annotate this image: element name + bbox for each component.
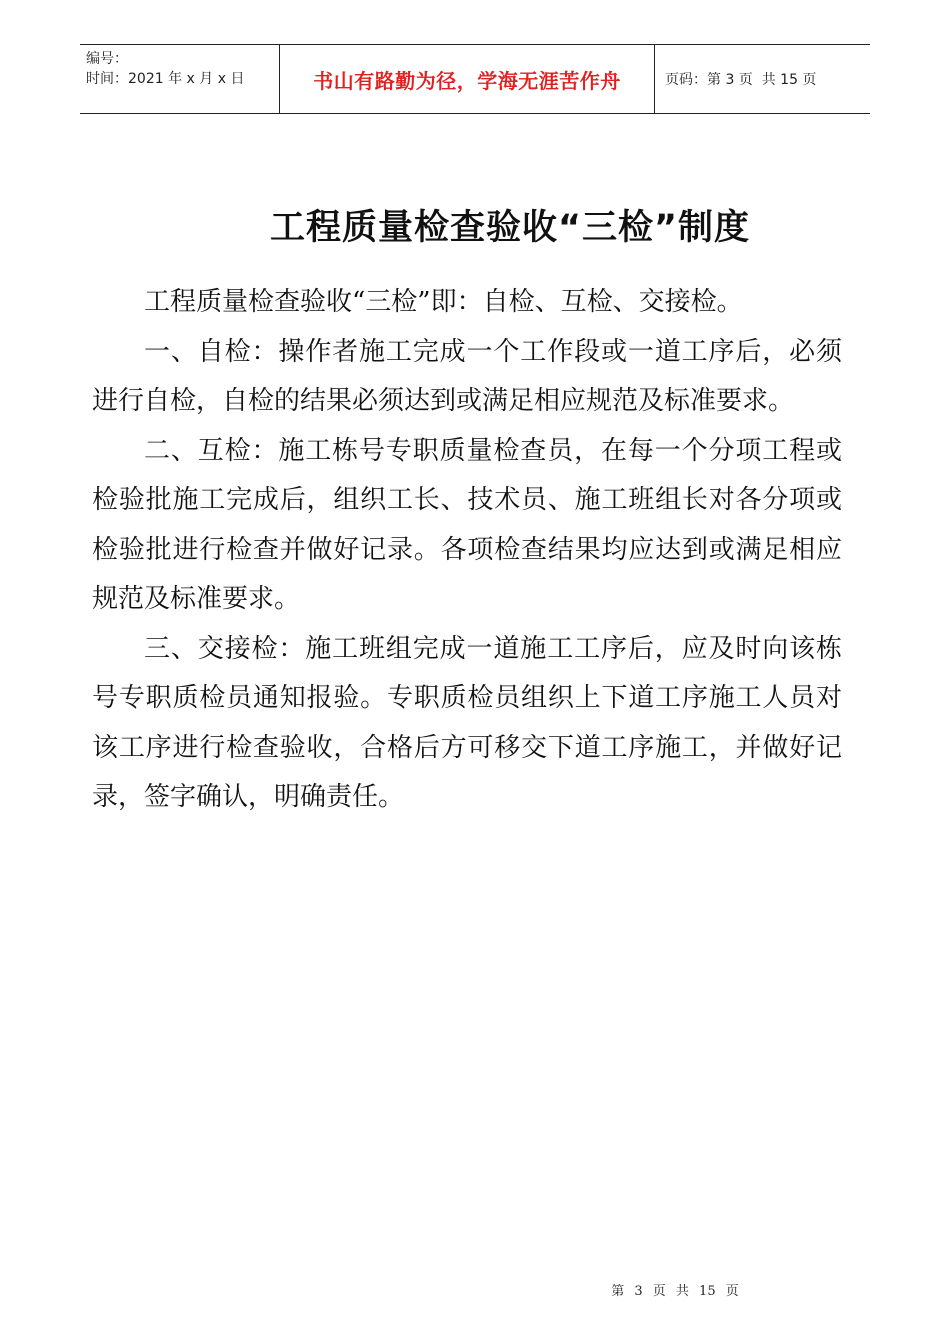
document-number-label: 编号： [86,51,128,67]
header-meta [80,45,280,113]
document-body [92,278,842,823]
paragraph-self-check: 一、自检：操作者施工完成一个工作段或一道工序后，必须进行自检，自检的结果必须达到或满足相应规范及标准要求。 [92,336,842,416]
page-footer: 第 3 页 共 15 页 [611,1284,739,1299]
document-title: 工程质量检查验收“三检”制度 [269,208,750,248]
paragraph-mutual-check: 二、互检：施工栋号专职质量检查员，在每一个分项工程或检验批施工完成后，组织工长、技术员、施工班组长对各分项或检验批进行检查并做好记录。各项检查结果均应达到或满足相应规范及标准要求。 [92,435,842,614]
header-motto: 书山有路勤为径，学海无涯苦作舟 [280,45,655,113]
header-page-info: 页码：第 3 页 共 15 页 [665,72,817,88]
page-header [80,44,870,114]
document-time-label: 时间：2021 年 x 月 x 日 [86,71,245,87]
header-page-info-cell [655,45,870,113]
paragraph-handover-check: 三、交接检：施工班组完成一道施工工序后，应及时向该栋号专职质检员通知报验。专职质检员组织上下道工序施工人员对该工序进行检查验收，合格后方可移交下道工序施工，并做好记录，签字确认，明确责任。 [92,633,842,812]
paragraph-intro: 工程质量检查验收“三检”即：自检、互检、交接检。 [144,287,743,317]
